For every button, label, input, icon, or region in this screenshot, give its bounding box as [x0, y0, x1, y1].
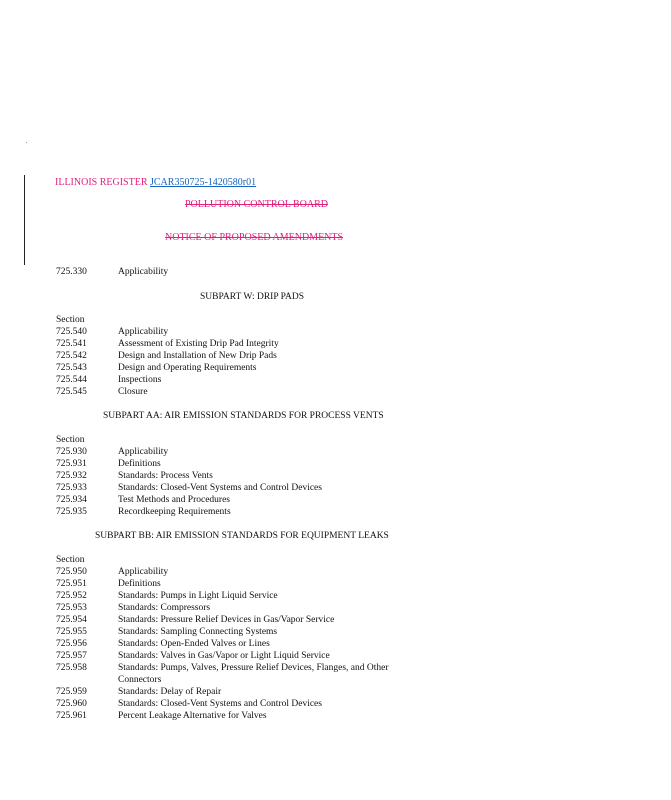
section-title: Standards: Closed-Vent Systems and Control Devices [118, 483, 322, 493]
section-number: 725.931 [56, 459, 87, 469]
change-bar [24, 175, 25, 265]
section-title: Design and Installation of New Drip Pads [118, 351, 277, 361]
section-label: Section [56, 435, 85, 445]
section-title: Standards: Compressors [118, 603, 211, 613]
section-title: Design and Operating Requirements [118, 363, 257, 373]
section-title: Applicability [118, 567, 169, 577]
section-number: 725.960 [56, 699, 87, 709]
section-number: 725.544 [56, 375, 87, 385]
section-title: Recordkeeping Requirements [118, 507, 231, 517]
section-number: 725.540 [56, 327, 87, 337]
section-title: Standards: Sampling Connecting Systems [118, 627, 278, 637]
section-title: Standards: Pumps, Valves, Pressure Relief Devices, Flanges, and Other [118, 663, 389, 673]
register-code-link[interactable]: JCAR350725-1420580r01 [150, 177, 257, 188]
section-number: 725.543 [56, 363, 87, 373]
section-title: Closure [118, 387, 148, 397]
section-number: 725.932 [56, 471, 87, 481]
section-title: Test Methods and Procedures [118, 495, 230, 505]
subpart-bb-heading: SUBPART BB: AIR EMISSION STANDARDS FOR EQUIPMENT LEAKS [95, 531, 389, 541]
register-header [55, 177, 256, 189]
section-number: 725.950 [56, 567, 87, 577]
section-title: Applicability [118, 267, 169, 277]
section-number: 725.545 [56, 387, 87, 397]
section-label: Section [56, 315, 85, 325]
section-number: 725.956 [56, 639, 87, 649]
section-number: 725.954 [56, 615, 87, 625]
section-number: 725.934 [56, 495, 87, 505]
section-number: 725.541 [56, 339, 87, 349]
section-label: Section [56, 555, 85, 565]
section-number: 725.951 [56, 579, 87, 589]
section-title: Standards: Pressure Relief Devices in Gas/Vapor Service [118, 615, 335, 625]
register-title: ILLINOIS REGISTER [55, 177, 148, 188]
section-number: 725.959 [56, 687, 87, 697]
notice-title: NOTICE OF PROPOSED AMENDMENTS [165, 232, 344, 243]
section-number: 725.935 [56, 507, 87, 517]
section-number: 725.957 [56, 651, 87, 661]
subpart-w-heading: SUBPART W: DRIP PADS [200, 292, 305, 302]
section-title: Standards: Valves in Gas/Vapor or Light Liquid Service [118, 651, 330, 661]
section-title: Standards: Delay of Repair [118, 687, 222, 697]
scan-speck [26, 142, 27, 143]
section-title: Inspections [118, 375, 162, 385]
section-title: Applicability [118, 447, 169, 457]
section-number: 725.330 [56, 267, 87, 277]
section-number: 725.952 [56, 591, 87, 601]
subpart-aa-heading: SUBPART AA: AIR EMISSION STANDARDS FOR PROCESS VENTS [103, 411, 384, 421]
section-number: 725.961 [56, 711, 87, 721]
section-number: 725.958 [56, 663, 87, 673]
section-title: Assessment of Existing Drip Pad Integrity [118, 339, 279, 349]
section-title: Standards: Pumps in Light Liquid Service [118, 591, 278, 601]
section-number: 725.953 [56, 603, 87, 613]
section-title: Standards: Open-Ended Valves or Lines [118, 639, 270, 649]
section-title: Definitions [118, 459, 161, 469]
section-number: 725.955 [56, 627, 87, 637]
section-title: Percent Leakage Alternative for Valves [118, 711, 267, 721]
section-title: Connectors [118, 675, 162, 685]
section-title: Standards: Closed-Vent Systems and Control Devices [118, 699, 322, 709]
agency-name: POLLUTION CONTROL BOARD [185, 199, 328, 210]
section-title: Definitions [118, 579, 161, 589]
section-number: 725.930 [56, 447, 87, 457]
section-title: Applicability [118, 327, 169, 337]
section-number: 725.933 [56, 483, 87, 493]
section-title: Standards: Process Vents [118, 471, 213, 481]
section-number: 725.542 [56, 351, 87, 361]
